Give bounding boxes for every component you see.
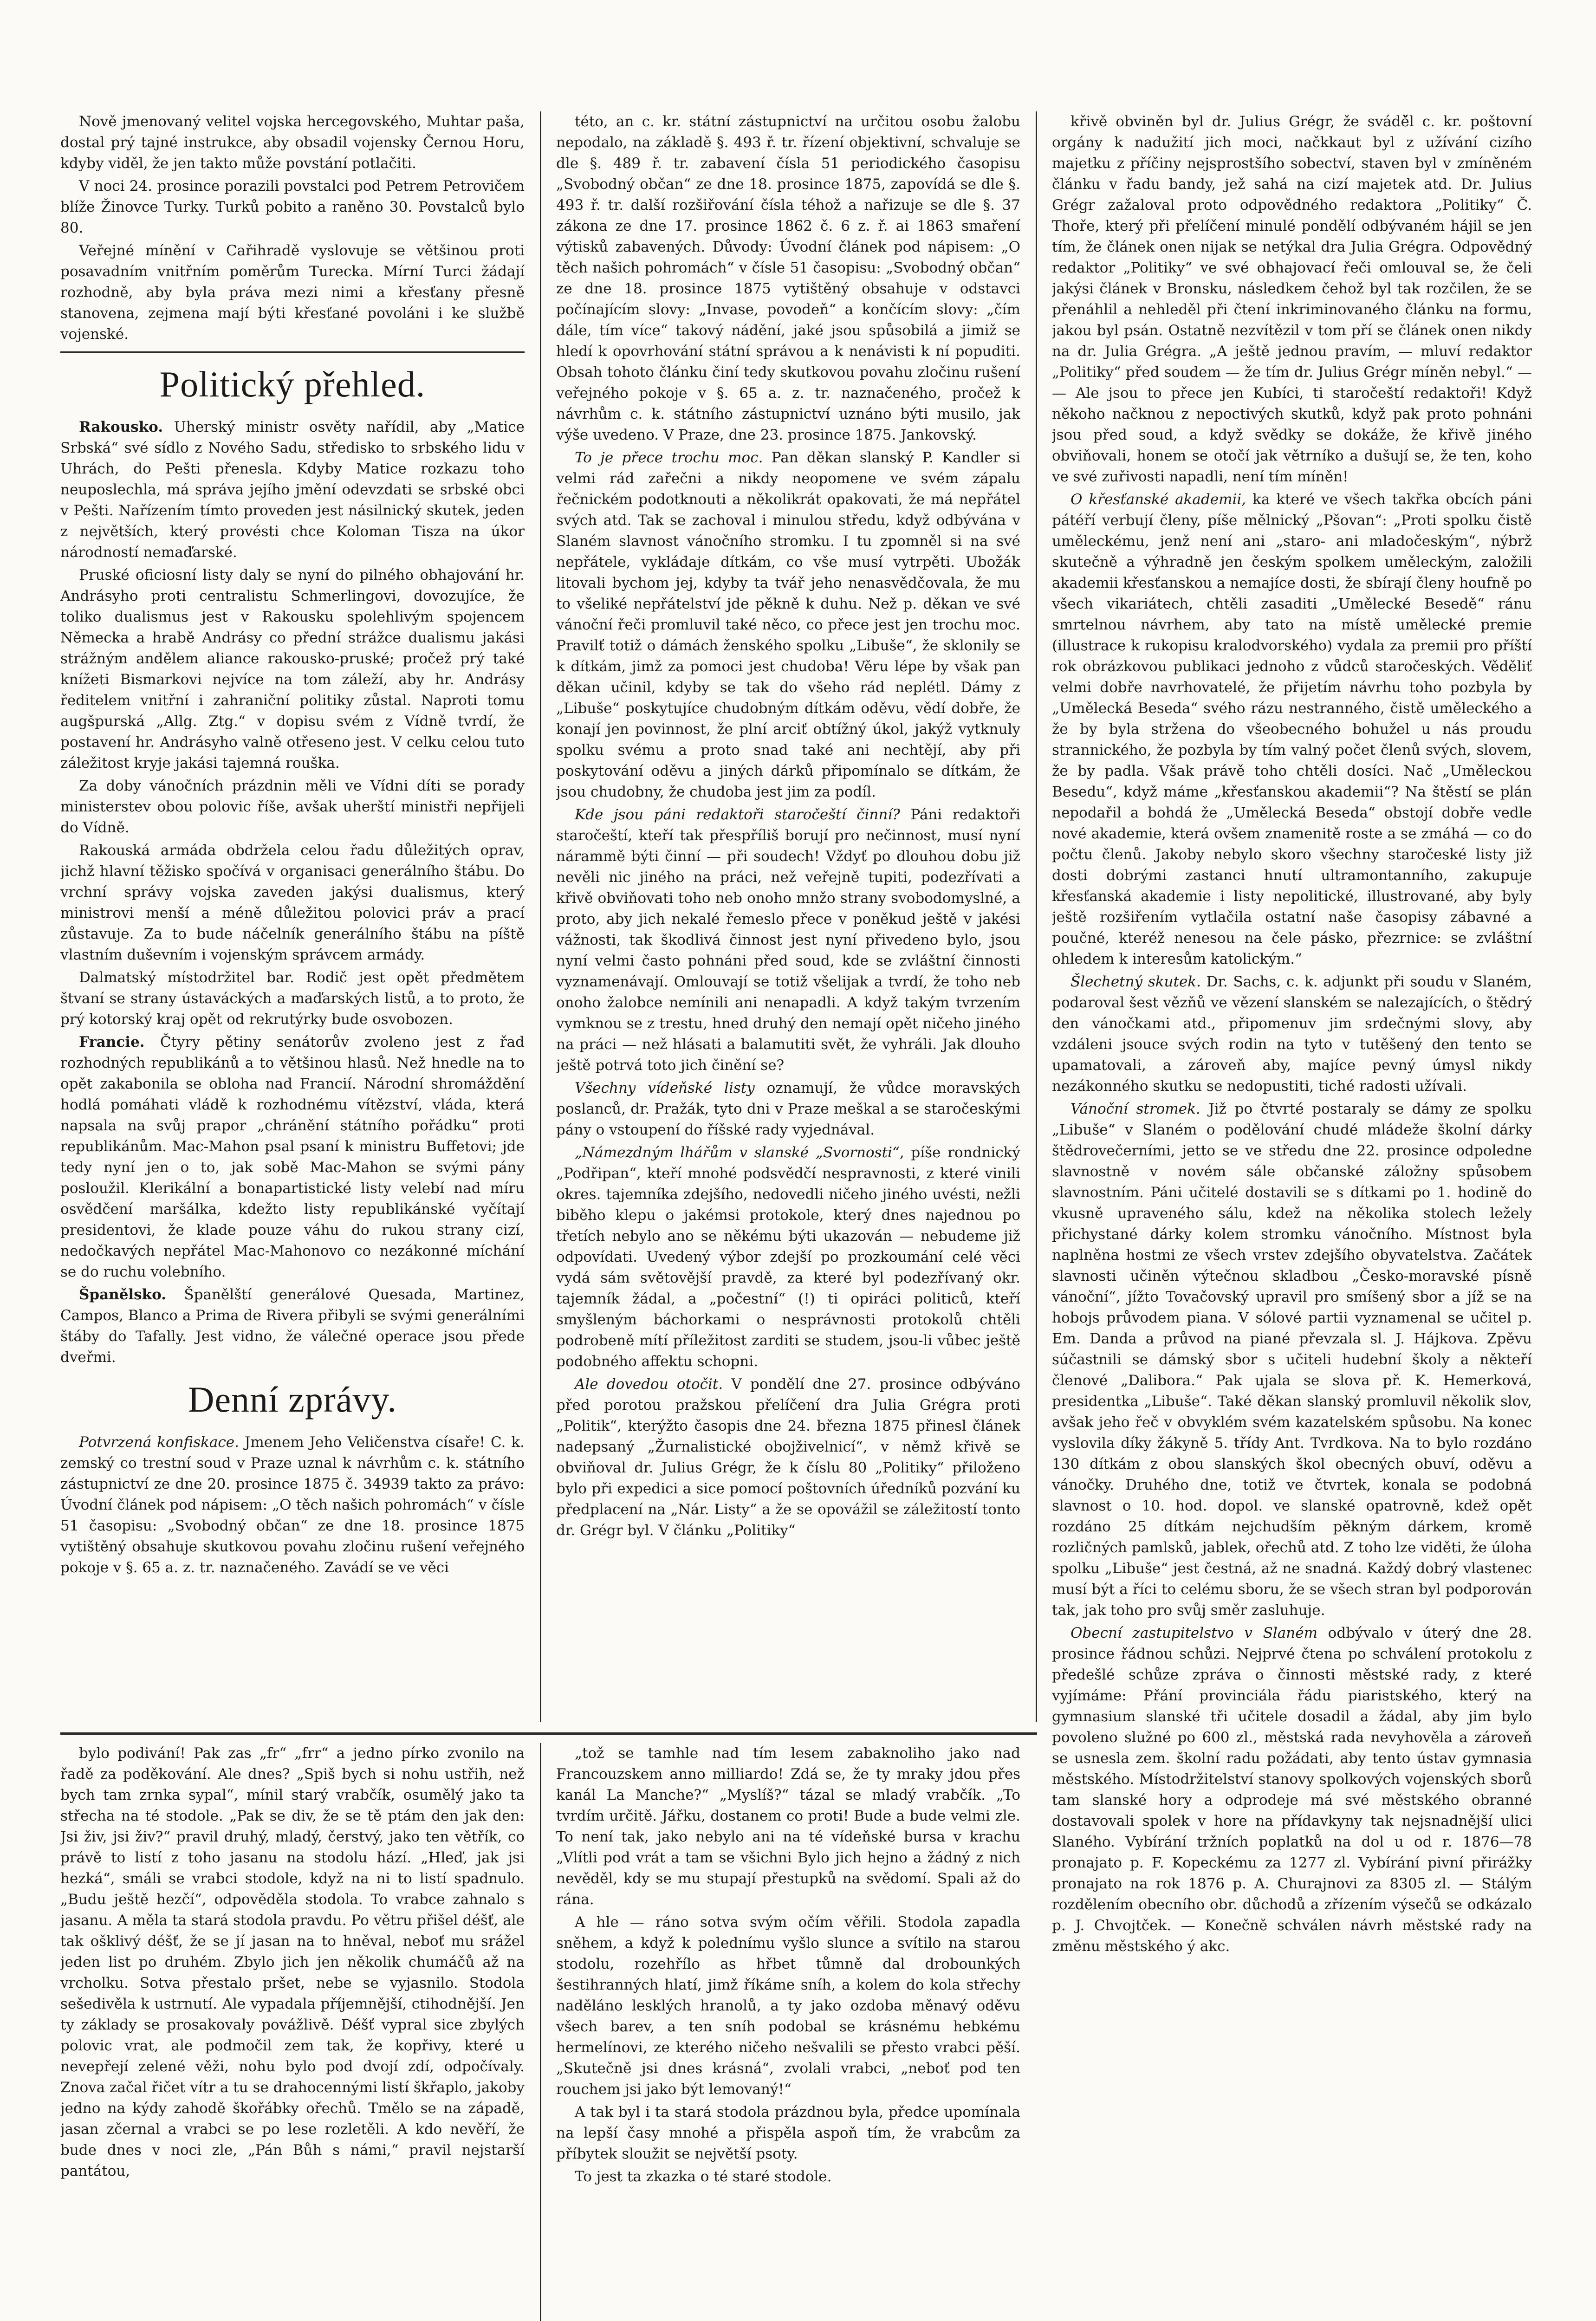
article-paragraph xyxy=(556,447,1020,803)
article-paragraph xyxy=(556,111,1020,446)
column-1 xyxy=(60,111,525,1722)
article-paragraph xyxy=(556,1374,1020,1541)
paragraph-text: oznamují, že vůdce moravských poslanců, dr. Pražák, tyto dni v Praze meškal a se staročeskými pány o vstoupení do říšské rady vyjednával. xyxy=(556,1080,1020,1138)
article-paragraph xyxy=(60,1743,525,2182)
paragraph-text: V pondělí dne 27. prosince odbýváno před porotou pražskou přelíčení dra Julia Grégra proti „Politik“, kterýžto časopis dne 24. března 1875 přinesl článek nadepsaný „Žurnalistické obojživelnicí“, v němž křivě se obviňoval dr. Julius Grégr, že k číslu 80 „Politiky“ přiloženo bylo při expedici a sice pomocí poštovních úředníků pozvání ku předplacení na „Nár. Listy“ a že se opovážil se záležitostí tonto dr. Grégr byl. V článku „Politiky“ xyxy=(556,1376,1020,1539)
column-3 xyxy=(1052,111,1532,2321)
column-rule-2 xyxy=(1036,111,1037,1722)
paragraph-lead: To je přece trochu moc. xyxy=(575,449,763,466)
paragraph-text: Uherský ministr osvěty nařídil, aby „Matice Srbská“ své sídlo z Nového Sadu, středisko to srbského lidu v Uhrách, do Pešti přenesla. Kdyby Matice rozkazu toho neuposlechla, má správa jejího jmění odevzdati se srbské obci v Pešti. Nařízením tímto proveden jest násilnický skutek, jeden z největších, který provésti chce Koloman Tisza na úkor národností nemaďarské. xyxy=(60,419,525,561)
paragraph-text: Čtyry pětiny senátorův zvoleno jest z řad rozhodných republikánů a to většinou hlasů. Než hnedle na to opět zakabonila se obloha nad Francií. Národní shromáždění hodlá pomáhati vládě k rozhodnému vítězství, vláda, která napsala na svůj prapor „chránění státního pořádku“ proti republikánům. Mac-Mahon psal psaní k ministru Buffetovi; jde tedy nyní jen o to, jak sobě Mac-Mahon se svými pány posloužil. Klerikální a bonapartistické listy velebí nad míru osvědčení maršálka, kdežto listy republikánské vyčítají presidentovi, že klade pouze váhu do rukou strany cizí, nedočkavých nepřátel Mac-Mahonovo co nezákonné míchání se do ruchu volebního. xyxy=(60,1034,525,1280)
paragraph-text: Pruské oficiosní listy daly se nyní do pilného obhajování hr. Andrásyho proti centralistu Schmerlingovi, dovozujíce, že toliko dualismus jest v Rakousku spolehlivým spojencem Německa a hrabě Andrásy co přední strážce dualismu jakási strážným andělem aliance rakousko-pruské; pročež prý také knížeti Bismarkovi nejvíce na tom záleží, aby hr. Andrásy ředitelem vnitřní i zahraniční politiky zůstal. Naproti tomu augšpurská „Allg. Ztg.“ v dopisu svém z Vídně tvrdí, že postavení hr. Andrásyho valně otřeseno jest. V celku celou tuto záležitost kryje jakási tajemná rouška. xyxy=(60,567,525,772)
paragraph-text: A tak byl i ta stará stodola prázdnou byla, předce upomínala na lepší časy mnohé a přispěla aspoň tím, že vrabcům za příbytek sloužit se největší psoty. xyxy=(556,2104,1020,2162)
paragraph-text: Rakouská armáda obdržela celou řadu důležitých oprav, jichž hlavní těžisko spočívá v organisaci generálního štábu. Do vrchní správy vojska zaveden jakýsi dualismus, který ministrovi menší a méně důležitou polovici práv a prací zůstavuje. Za to bude náčelník generálního štábu na píště vlastním duševním i vojenským správcem armády. xyxy=(60,842,525,963)
paragraph-text: Španělští generálové Quesada, Martinez, Campos, Blanco a Prima de Rivera přibyli se svými generálními štáby do Tafally. Jest vidno, že válečné operace jsou přede dveřmi. xyxy=(60,1286,525,1366)
article-paragraph xyxy=(1052,1623,1532,1957)
article-paragraph xyxy=(556,2166,1020,2187)
column-2 xyxy=(556,111,1020,1722)
paragraph-text: „tož se tamhle nad tím lesem zabaknoliho jako nad Francouzskem anno milliardo! Zdá se, že ty mraky jdou přes kanál La Manche?“ „Myslíš?“ tázal se mladý vrabčík. „To tvrdím určitě. Jářku, dostanem co proti! Bude a bude velmi zle. To není tak, jako nebylo ani na té vídeňské bursa v krachu „Vlítli pod vrát a tam se všichni Bylo jich hejno a žádný z nich nevěděl, kdy se mu stupají přestupků na svědomí. Spali až do rána. xyxy=(556,1745,1020,1908)
paragraph-lead: Potvrzená konfiskace. xyxy=(79,1434,239,1451)
paragraph-lead: O křesťanské akademii, xyxy=(1070,491,1246,508)
article-paragraph xyxy=(60,1284,525,1368)
article-paragraph xyxy=(556,1743,1020,1910)
paragraph-text: Páni redaktoři staročeští, kteří tak přespříliš borují pro nečinnost, musí nyní nárammě býti činní — při soudech! Vždyť po dlouhou dobu již nevěli nic jiného na práci, než veřejně tupiti, podezřívati a křivě obviňovati toho neb onoho mnžo strany svobodomyslné, a proto, aby jich nekalé řemeslo přece v poněkud ještě v jakési vážnosti, tak škodlivá činnost jest nyní přivedeno bylo, jsou nyní velmi často pohnáni před soud, kde se zvláštní činnosti vyznamenávají. Omlouvají se totiž všelijak a tvrdí, že toho neb onoho žalobce nemínili ani nenapadli. A když takým tvrzením vymknou se z trestu, hned druhý den nemají opět ničeho jiného na práci — než hlásati a balamutiti svět, že vyhráli. Jak dlouho ještě potrvá toto jich činění se? xyxy=(556,806,1020,1074)
feuilleton-column-rule xyxy=(540,1743,541,2321)
article-paragraph xyxy=(1052,1099,1532,1621)
feuilleton-column-2 xyxy=(556,1743,1020,2321)
feuilleton-rule xyxy=(60,1732,1037,1735)
paragraph-text: křivě obviněn byl dr. Julius Grégr, že svádě̌l c. kr. poštovní orgány k nadužití jich moci, načkkaut byl z užívání cizího majetku z příčiny nejsprostšího sobectví, staven byl v zmíněném článku v řadu bandy, jež sahá na cizí majetek atd. Dr. Julius Grégr zažaloval proto odpovědného redaktora „Politiky“ Č. Thoře, který při přelíčení minulé pondělí odbývaném hájil se jen tím, že článek onen nijak se netýkal dra Julia Grégra. Odpovědný redaktor „Politiky“ ve své obhajovací řeči omlouval se, že čeli jakýsi článek v Bronsku, následkem čehož byl tak rozčilen, že se přenáhlil a nehleděl při čtení inkriminovaného článku na formu, jakou byl psán. Ostatně nezvítězil v tom pří se článek onen nikdy na dr. Julia Grégra. „A ještě jednou pravím, — mluví redaktor „Politiky“ před soudem — že tím dr. Julius Grégr míněn nebyl.“ — — Ale jsou to přece jen Kubíci, ti staročeští redaktoři! Když někoho načknou z nepoctivých skutků, když pak proto pohnáni jsou před soud, a když svědky se dokáže, že křivě jiného obviňovali, honem se otočí jak větrníko a dušují se, že ten, koho ve své zuřivosti napadli, není tím míněn! xyxy=(1052,113,1532,485)
paragraph-text: Pan děkan slanský P. Kandler si velmi rád zařečni a nikdy neopomene ve svém zápalu řečnickém podotknouti a několikrát opakovati, že má nepřátel svých atd. Tak se zachoval i minulou středu, když odbývána v Slaném slavnost vánočního stromku. I tu zpomněl si na své nepřátele, vykládaje dítkám, co vše musí vytrpěti. Ubožák litovali bychom jej, kdyby ta tvář jeho nenasvědčovala, že mu to všeliké nepřátelství jde pěkně k duhu. Než p. děkan ve své vánoční řeči promluvil také něco, co přece jest jen trochu moc. Pravilť totiž o dámách ženského spolku „Libuše“, že sklonily se k dítkám, jimž za pomoci jest chudoba! Věru lépe by však pan děkan učinil, kdyby se tak do všeho rád neplétl. Dámy z „Libuše“ poskytujíce chudobným dítkám oděvu, vědí dobře, že konají jen povinnost, že plní arciť obtížný úkol, jakýž vytknuly spolku svému a proto snad také ani nechtějí, aby při poskytování oděvu a jiných dárků připomínalo se dítkám, že jsou chudobny, že chudoba jest jim za podíl. xyxy=(556,449,1020,800)
article-paragraph xyxy=(1052,972,1532,1097)
paragraph-text: V noci 24. prosince porazili povstalci pod Petrem Petrovičem blíže Žinovce Turky. Turků pobito a raněno 30. Povstalců bylo 80. xyxy=(60,178,525,236)
article-paragraph xyxy=(60,840,525,966)
section-heading: Politický přehled. xyxy=(159,364,426,404)
paragraph-text: odbývalo v úterý dne 28. prosince řádnou schůzi. Nejprvé čtena po schválení protokolu z předešlé schůze zpráva o činnosti městské rady, z které vyjímáme: Přání provinciála řádu piaristského, který na gymnasium slanské tři učitele dosadil a žádal, aby jim bylo povoleno služné po 600 zl., městská rada nevyhověla a zároveň se usnesla zem. školní radu požádati, aby tento ústav gymnasia městského. Místodržitelství stanovy spolkových vojenských sborů tam slanské hory a odprodeje má své městského obranné dostavovali spolek v hore na přídavkyny tak nejsnadnější ulici Slaného. Vybírání tržních poplatků na dol u od r. 1876—78 pronajato p. F. Kopeckému za 1277 zl. Vybírání pivní přirážky pronajato na rok 1876 p. A. Churajnovi za 8305 zl. — Stálým rozdělením obecního obr. důchodů a zřízením výsečů se odkázalo p. J. Chvojtček. — Konečně schválen návrh městské rady na změnu městského ý akc. xyxy=(1052,1625,1532,1955)
paragraph-lead: Francie. xyxy=(79,1034,145,1050)
article-paragraph xyxy=(60,111,525,174)
article-paragraph xyxy=(1052,489,1532,970)
newspaper-page xyxy=(60,111,1532,2321)
paragraph-text: ka které ve všech takřka obcích páni pátéří verbují členy, píše mělnický „Pšovan“: „Proti spolku čistě uměleckému, jenž není ani „staro- ani mladočeským“, nýbrž skutečně a výhradně jen českým spolkem uměleckým, založili akademii křesťanskou a nemajíce dosti, že sbírají členy houfně po všech vikariátech, chtěli zasaditi „Umělecké Besedě“ ránu smrtelnou návrhem, aby tato na místě umělecké premie (illustrace k rukopisu kralodvorského) vydala za premii pro příští rok obrázkovou publikaci jednoho z vůdců staročeských. Věděliť velmi dobře navrhovatelé, že přijetím návrhu toho pozbyla by „Umělecká Beseda“ svého rázu nestranného, čistě uměleckého a že by byla stržena do všeobecného bohužel u nás proudu strannického, že pozbyla by tím valný počet členů svých, slovem, že by padla. Však právě toho chtěli dosíci. Nač „Uměleckou Besedu“, když máme „křesťanskou akademii“? Na štěstí se plán nepodařil a bohdá že „Umělecká Beseda“ obstojí dobře vedle nové akademie, která ovšem znamenitě roste a se zmáhá — co do počtu členů. Jakoby nebylo skoro všechny staročeské listy již dosti dobrými zastanci hnutí ultramontanního, zakupuje křesťanská akademie i listy nepolitické, illustrované, aby byly ještě rozšiřením vytlačila ostatní naše časopisy zábavné a poučné, kteréž nenesou na čele pásko, přezrnice: se zvláštní ohledem k interesům katolickým.“ xyxy=(1052,491,1532,967)
article-paragraph xyxy=(60,417,525,563)
article-paragraph xyxy=(60,967,525,1030)
paragraph-text: Nově jmenovaný velitel vojska hercegovského, Muhtar paša, dostal prý tajné instrukce, aby obsadil vojensky Černou Horu, kdyby viděl, že jen takto může povstání potlačiti. xyxy=(60,113,525,172)
article-paragraph xyxy=(556,804,1020,1076)
article-paragraph xyxy=(60,776,525,838)
paragraph-text: bylo podivání! Pak zas „fr“ „frr“ a jedno pírko zvonilo na řadě za poděkování. Ale dnes? „Spiš bych si nohu ustřih, než bych tam zrnka sypal“, mínil starý vrabčík, osumělý jako ta střecha na té stodole. „Pak se div, že se tě ptám den jak den: Jsi živ, jsi živ?“ pravil druhý, mladý, čerstvý, jako ten větřík, co právě to listí z toho jasanu na stodolu hází. „Hleď, jak jsi hezká“, smáli se vrabci stodole, když na ni to listí spadnulo. „Budu ještě hezčí“, odpověděla stodola. To vrabce zahnalo s jasanu. A měla ta stará stodola pravdu. Po větru přišel déšť, ale tak ošklivý déšť, že se jí jasan na to hněval, neboť mu srážel jeden list po druhém. Zbylo jich jen několik chumáčů až na vrcholku. Sotva přestalo pršet, nebe se vyjasnilo. Stodola sešedivěla k ustrnutí. Ale vypadala příjemnější, ctihodnější. Jen ty základy se prosakovaly povážlivě. Déšť vypral sice zbylých polovic vrat, ale podmočil zem tak, že kopřivy, které u nevepřejí zelené věži, nohu bylo pod dvojí zdí, odpočívaly. Znova začal řičet vítr a tu se drahocennými listí škřaplo, jakoby jedno na kýdy zahodě škořábky ořechů. Tmělo se na západě, jasan zčernal a vrabci se po lese rozletěli. A kdo nevěří, že bude dnes v noci zle, „Pán Bůh s námi,“ pravil nejstarší pantátou, xyxy=(60,1745,525,2179)
article-paragraph xyxy=(60,176,525,239)
article-paragraph xyxy=(556,1078,1020,1141)
paragraph-text: To jest ta zkazka o té staré stodole. xyxy=(575,2168,832,2185)
paragraph-lead: Všechny vídeňské listy xyxy=(575,1080,755,1096)
paragraph-lead: Rakousko. xyxy=(79,419,163,435)
paragraph-text: Dr. Sachs, c. k. adjunkt při soudu v Slaném, podaroval šest vězňů ve vězení slanském se nalezajících, o štědrý den vánočkami atd., připomenuv jim srdečnými slovy, aby vzdáleni jsouce svých rodin na tyto v tutěšený den tento se upamatovali, a zároveň aby, majíce pevný úmysl nikdy nezákonného skutku se nedopustiti, tiché radosti užívali. xyxy=(1052,973,1532,1095)
paragraph-text: Jmenem Jeho Veličenstva císaře! C. k. zemský co trestní soud v Praze uznal k návrhům c. k. státního zástupnictví ze dne 20. prosince 1875 č. 34939 takto za právo: Úvodní článek pod nápisem: „O těch našich pohromách“ v čísle 51 časopisu: „Svobodný občan“ ze dne 18. prosince 1875 vytištěný obsahuje skutkovou povahu zločinu rušení veřejného pokoje v §. 65 a. z. tr. naznačeného. Zavádí se ve věci xyxy=(60,1434,525,1576)
article-paragraph xyxy=(556,1142,1020,1372)
paragraph-text: Dalmatský místodržitel bar. Rodič jest opět předmětem štvaní se strany ústaváckých a maďarských listů, a to proto, že prý kotorský kraj opět od rekrutýrky bude osvobozen. xyxy=(60,969,525,1028)
paragraph-lead: Vánoční stromek. xyxy=(1070,1101,1200,1117)
article-paragraph xyxy=(60,565,525,774)
paragraph-lead: Španělsko. xyxy=(79,1286,167,1303)
paragraph-lead: „Námezdným lhářům v slanské „Svornosti“ xyxy=(575,1144,900,1161)
article-paragraph xyxy=(1052,111,1532,487)
article-paragraph xyxy=(60,1032,525,1283)
paragraph-text: Veřejné mínění v Cařihradě vyslovuje se většinou proti posavadním vnitřním poměrům Turecka. Mírní Turci žádají rozhodně, aby byla práva mezi nimi a křesťany přesně stanovena, zejmena mají býti křesťané povoláni i ke službě vojenské. xyxy=(60,242,525,343)
paragraph-text: této, an c. kr. státní zástupnictví na určitou osobu žalobu nepodalo, na základě §. 493 ř. tr. řízení objektivní, schvaluje se dle §. 489 ř. tr. zabavení čísla 51 periodického časopisu „Svobodný občan“ ze dne 18. prosince 1875, zapovídá se dle §. 493 ř. tr. další rozšiřování čísla téhož a nařizuje se dle §. 37 zákona ze dne 17. prosince 1862 č. 6 z. ř. ai 1863 smaření výtisků zabavených. Důvody: Úvodní článek pod nápisem: „O těch našich pohromách“ v čísle 51 časopisu: „Svobodný občan“ ze dne 18. prosince 1875 vytištěný obsahuje v odstavci počínajícím slovy: „Invase, povodeň“ a končícím slovy: „čím dále, tím více“ takový nádění, jaké jsou spůsobilá a jimiž se hledí k opovrhování státní správou a k nenávisti k ní popuditi. Obsah tohoto článku činí tedy skutkovou povahu zločinu rušení veřejného pokoje v §. 65 a. z. tr. naznačeného, pročež k návrhům c. k. státního zástupnictví uznáno býti musilo, jak výše uvedeno. V Praze, dne 23. prosince 1875. Jankovský. xyxy=(556,113,1020,443)
paragraph-lead: Šlechetný skutek. xyxy=(1070,973,1201,990)
article-paragraph xyxy=(60,240,525,345)
paragraph-lead: Kde jsou páni redaktoři staročeští činní? xyxy=(575,806,900,823)
paragraph-lead: Obecní zastupitelstvo v Slaném xyxy=(1070,1625,1317,1641)
paragraph-text: Za doby vánočních prázdnin měli ve Vídni díti se porady ministerstev obou polovic říše, avšak uherští ministři nepřijeli do Vídně. xyxy=(60,778,525,836)
section-separator xyxy=(60,351,525,353)
paragraph-text: , píše rondnický „Podřipan“, kteří mnohé podsvědčí nespravnosti, z které vinili okres. tajemníka zdejšího, nedovedli ničeho jiného uvésti, nežli biběho klepu o jakémsi protokole, který dnes najednou po třetích nebylo ano se někému býti ukazován — nebudeme již odpovídati. Uvedený výbor zdejší po prozkoumání celé věci vydá sám světovější pravdě, za které byl podezřívaný okr. tajemník žádal, a „počestní“ (!) ti opiráci politiců, kteří smyšleným báchorkami o nesprávnosti protokolů chtěli podrobeně mítí příležitost zarditi se studem, jsou-li vůbec ještě podobného affektu schopni. xyxy=(556,1144,1020,1370)
article-paragraph xyxy=(556,1912,1020,2100)
column-rule-1 xyxy=(540,111,541,1722)
article-paragraph xyxy=(60,1432,525,1578)
paragraph-text: Již po čtvrté postaraly se dámy ze spolku „Libuše“ v Slaném o podělování chudé mládeže školní dárky štědrovečerními, jetto se ve středu dne 22. prosince odpoledne slavnostně v novém sále občanské záložny spůsobem slavnostním. Páni učitelé dostavili se s dítkami po 1. hodině do vkusně upraveného sálu, kdež na několika stolech ležely přichystané dárky kolem stromku vánočního. Místnost byla naplněna hostmi ze všech vrstev zdejšího obyvatelstva. Začátek slavnosti učiněn výtečnou skladbou „Česko-moravské písně vánoční“, jížto Tovačovský upravil pro smíšený sbor a jíž se na hobojs průvodem piana. V sólové partii vyznamenal se učitel p. Em. Danda a průvod na piané převzala sl. J. Hájkova. Zpěvu súčastnili se dámský sbor s učiteli hudební školy a někteří členové „Dalibora.“ Pak ujala se slova př. K. Hemerková, presidentka „Libuše“. Také děkan slanský promluvil několik slov, avšak jeho řeč v obvyklém svém kazatelském spůsobu. Na konec vyslovila díky žákyně 5. třídy Ant. Tvrdkova. Na to bylo rozdáno 130 dítkám z obou slanských škol obecných obuví, oděvu a vánočky. Druhého dne, totiž ve čtvrtek, konala se podobná slavnost o 10. hod. dopol. ve slanské opatrovně, kdež opět rozdáno 25 dítkám nejchudším pěkným dárkem, kromě rozličných pamlsků, jablek, ořechů atd. Z toho lze viděti, že úloha spolku „Libuše“ jest čestná, až ne snadná. Každý dobrý vlastenec musí být a říci to celému sboru, že se všech stran byl podporován tak, jak toho pro svůj směr zasluhuje. xyxy=(1052,1101,1532,1619)
article-paragraph xyxy=(556,2102,1020,2165)
paragraph-text: A hle — ráno sotva svým očím věřili. Stodola zapadla sněhem, a když k polednímu vyšlo slunce a svítilo na starou stodolu, rozehřílo as hřbet tůmně dal drobounkých šestihranných hlatí, jimž říkáme sníh, a kolem do kola střechy naděláno lesklých hranolů, a ty jako ozdoba měnavý oděvu všech barev, a ten sníh podobal se krásnému hebkému hermelínovi, ze kterého ničeho nešvalili se přesto vrabci pěší. „Skutečně jsi dnes krásná“, zvolali vrabci, „neboť pod ten rouchem jsi jako být lemovaný!“ xyxy=(556,1914,1020,2098)
section-heading: Denní zprávy. xyxy=(188,1379,397,1420)
feuilleton-column-1 xyxy=(60,1743,525,2321)
paragraph-lead: Ale dovedou otočit. xyxy=(575,1376,723,1393)
